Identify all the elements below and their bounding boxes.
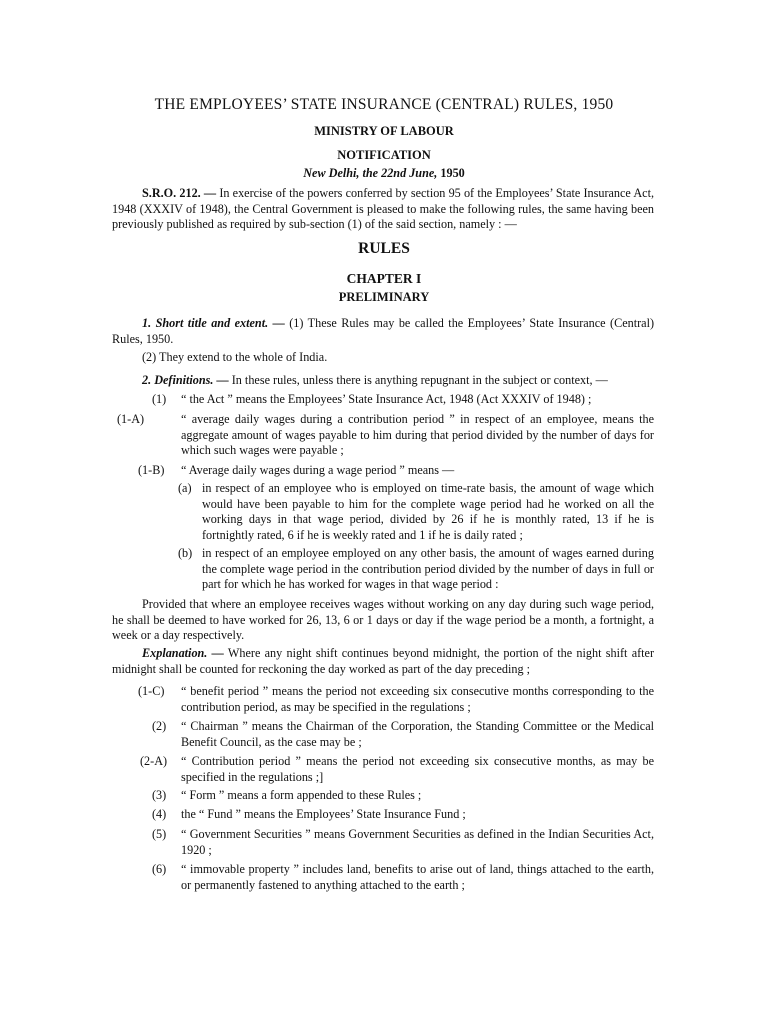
notification-heading: NOTIFICATION: [337, 148, 431, 162]
rule-1-clause-2: (2) They extend to the whole of India.: [142, 350, 328, 364]
definition-text: “ immovable property ” includes land, benefits to arise out of land, things attached to the earth, or permanently fastened to anything attached to the earth ;: [181, 862, 654, 892]
definition-number: (1-C): [138, 684, 165, 698]
definition-text: “ Government Securities ” means Government Securities as defined in the Indian Securities Act, 1920 ;: [181, 827, 654, 857]
definition-text: the “ Fund ” means the Employees’ State Insurance Fund ;: [181, 807, 466, 821]
dateline: [0, 166, 768, 182]
subclause-label: (a): [178, 481, 192, 495]
definition-number: (5): [152, 827, 167, 841]
definition-number: (6): [152, 862, 167, 876]
rule-2-paragraph: [142, 373, 662, 389]
sro-number: S.R.O. 212. —: [142, 186, 217, 200]
rule-2-heading: 2. Definitions. —: [142, 373, 229, 387]
dateline-place-date: New Delhi, the 22nd June,: [303, 166, 438, 180]
definition-number: (1-A): [117, 412, 145, 426]
rule-2-intro: In these rules, unless there is anything repugnant in the subject or context, —: [231, 373, 608, 387]
definition-text: “ average daily wages during a contribution period ” in respect of an employee, means the aggregate amount of wages payable to him during that period divided by the number of days for which such wages were payable ;: [181, 412, 654, 458]
definition-text: “ Chairman ” means the Chairman of the Corporation, the Standing Committee or the Medical Benefit Council, as the case may be ;: [181, 719, 654, 749]
subclause-label: (b): [178, 546, 193, 560]
explanation-text: Where any night shift continues beyond midnight, the portion of the night shift after midnight shall be counted for reckoning the day worked as part of the day preceding ;: [112, 646, 655, 676]
explanation-paragraph: [112, 646, 654, 677]
preamble-text: In exercise of the powers conferred by section 95 of the Employees’ State Insurance Act, 1948 (XXXIV of 1948), the Central Government is pleased to make the following rules, the same having been previously published as required by sub-section (1) of the said section, namely : —: [112, 186, 655, 232]
subclause-text: in respect of an employee who is employed on time-rate basis, the amount of wage which would have been payable to him for the complete wage period had he worked on all the working days in that wage period, divided by 26 if he is monthly rated, 13 if he is fortnightly rated, 6 if he is weekly rated and 1 if he is daily rated ;: [202, 481, 654, 542]
rule-1-heading: 1. Short title and extent. —: [142, 316, 285, 330]
definition-number: (1-B): [138, 463, 165, 477]
definition-number: (4): [152, 807, 167, 821]
proviso-paragraph: Provided that where an employee receives wages without working on any day during such wage period, he shall be deemed to have worked for 26, 13, 6 or 1 days or day if the wage period be a month, a fortnight, a week or a day respectively.: [112, 597, 654, 643]
chapter-number: CHAPTER I: [346, 271, 422, 286]
rule-1-clause-1: (1) These Rules may be called the Employees’ State Insurance (Central) Rules, 1950.: [112, 316, 655, 346]
chapter-title: PRELIMINARY: [338, 290, 430, 304]
document-title: THE EMPLOYEES’ STATE INSURANCE (CENTRAL) RULES, 1950: [154, 96, 614, 113]
preamble-paragraph: [112, 186, 654, 233]
definition-number: (2): [152, 719, 167, 733]
rule-1-paragraph: [112, 316, 654, 347]
ministry-heading: MINISTRY OF LABOUR: [314, 124, 454, 138]
definition-text: “ Form ” means a form appended to these Rules ;: [181, 788, 422, 802]
definition-number: (3): [152, 788, 167, 802]
subclause-text: in respect of an employee employed on any other basis, the amount of wages earned during the complete wage period in the contribution period divided by the number of days in full or part for which he has worked for wages in that wage period :: [202, 546, 654, 592]
rules-heading: RULES: [358, 240, 410, 257]
explanation-label: Explanation. —: [142, 646, 224, 660]
definition-number: (2-A): [140, 754, 168, 768]
definition-text: “ Average daily wages during a wage period ” means —: [181, 463, 455, 477]
definition-text: “ Contribution period ” means the period not exceeding six consecutive months, as may be specified in the regulations ;]: [181, 754, 654, 784]
definition-number: (1): [152, 392, 167, 406]
definition-text: “ benefit period ” means the period not exceeding six consecutive months corresponding to the contribution period, as may be specified in the regulations ;: [181, 684, 654, 714]
definition-text: “ the Act ” means the Employees’ State Insurance Act, 1948 (Act XXXIV of 1948) ;: [181, 392, 592, 406]
dateline-year: 1950: [440, 166, 465, 180]
